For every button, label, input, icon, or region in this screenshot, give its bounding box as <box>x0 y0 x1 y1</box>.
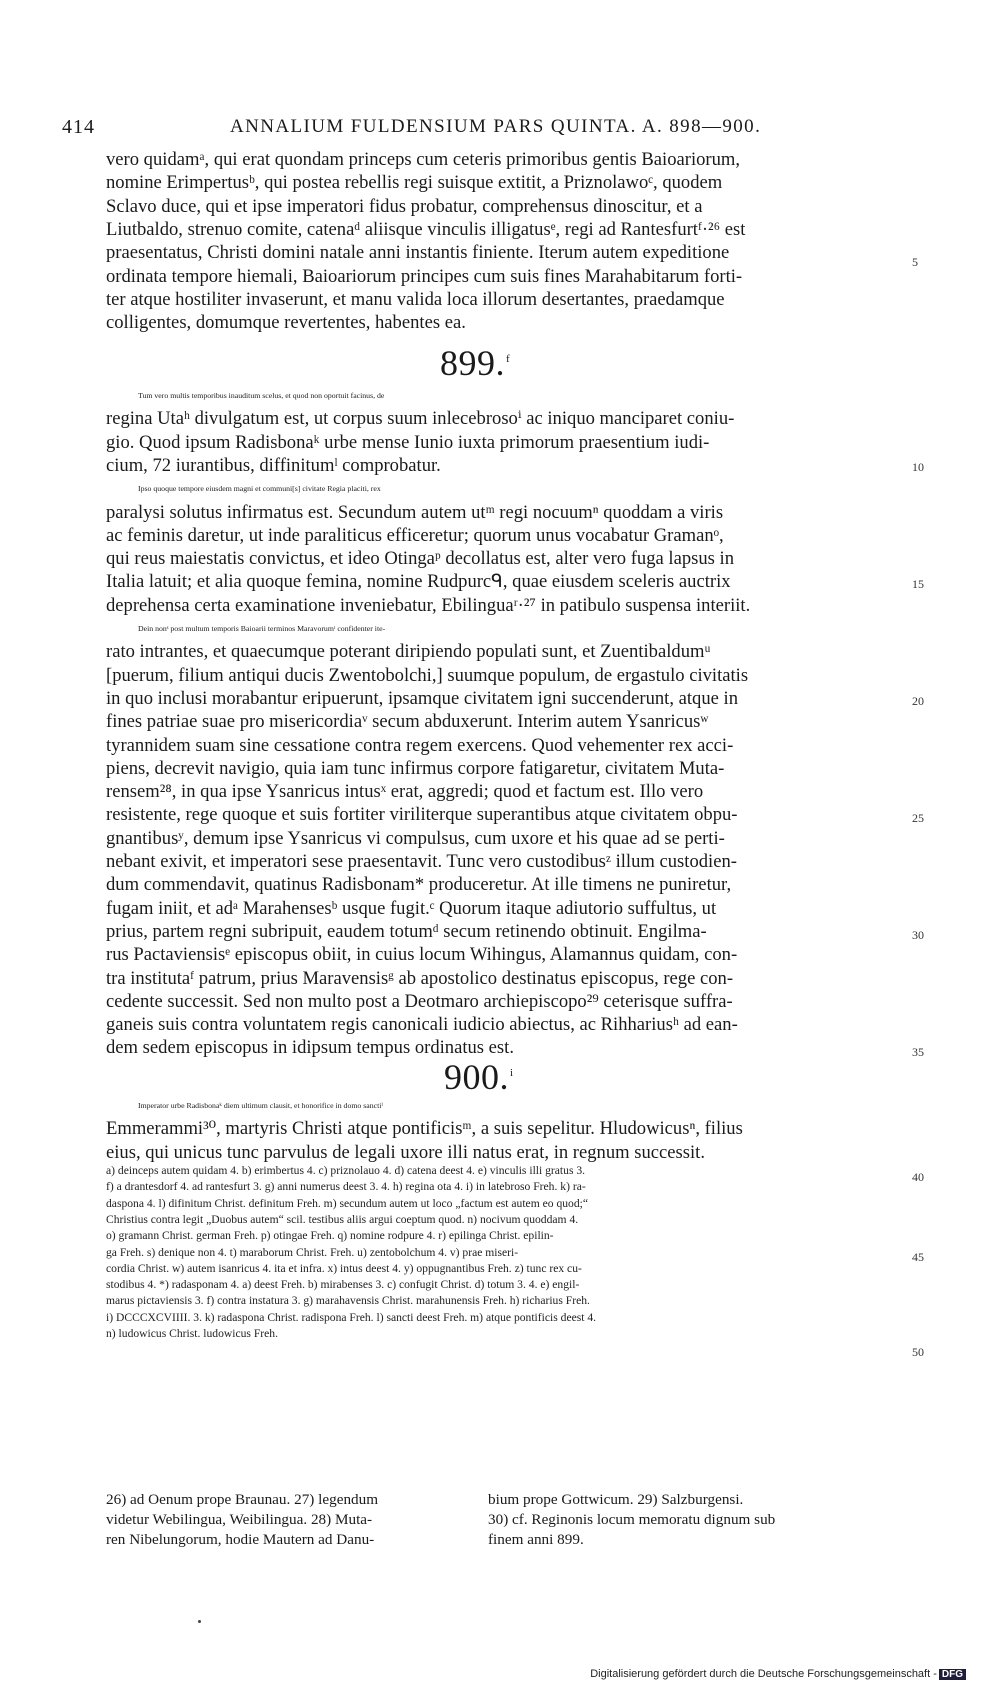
footnote-line: n) ludowicus Christ. ludowicus Freh. <box>106 1327 278 1340</box>
year-heading-900: 900.$^i$ <box>444 1057 514 1097</box>
text-line: nebant exivit, et imperatori sese praesentavit. Tunc vero custodibusᶻ illum custodien- <box>106 851 737 872</box>
text-line: cedente successit. Sed non multo post a Deotmaro archiepiscopo²⁹ ceterisque suffra- <box>106 990 733 1012</box>
line-number: 50 <box>912 1345 924 1359</box>
text-line: prius, partem regni subripuit, eaudem totumᵈ secum retinendo obtinuit. Engilma- <box>106 920 707 942</box>
footnote-line: daspona 4. l) difinitum Christ. definitum Freh. m) secundum autem ut loco „factum est autem eo quod;“ <box>106 1196 589 1210</box>
endnote-line: ren Nibelungorum, hodie Mautern ad Danu- <box>106 1531 375 1548</box>
text-line: in quo inclusi morabantur eripuerunt, ipsamque civitatem igni succenderunt, atque in <box>106 687 739 709</box>
endnote-line: 30) cf. Reginonis locum memoratu dignum sub <box>488 1511 776 1528</box>
text-line: piens, decrevit navigio, quia iam tunc infirmus corpore fatigaretur, civitatem Muta- <box>106 757 725 779</box>
text-line: Sclavo duce, qui et ipse imperatori fidus probatur, comprehensus dinoscitur, et a <box>106 195 703 217</box>
text-line: nomine Erimpertusᵇ, qui postea rebellis regi suisque extitit, a Priznolawoᶜ, quodem <box>106 172 723 194</box>
line-number: 15 <box>912 577 924 591</box>
year-heading-899: 899.$^f$ <box>440 343 511 383</box>
text-line: cium, 72 iurantibus, diffinitumˡ comprobatur. <box>106 454 441 476</box>
text-line: Ipso quoque tempore eiusdem magni et communi[s] civitate Regia placiti, rex <box>138 484 381 494</box>
line-number: 40 <box>912 1170 924 1184</box>
text-line: praesentatus, Christi domini natale anni instantis finiente. Iterum autem expeditione <box>106 242 730 264</box>
endnotes-right-column <box>488 1490 868 1550</box>
text-line: Imperator urbe Radisbonaᵏ diem ultimum clausit, et honorifice in domo sanctiˡ <box>138 1101 383 1110</box>
footnote-line: f) a drantesdorf 4. ad rantesfurt 3. g) anni numerus deest 3. 4. h) regina ota 4. i) in latebroso Freh. k) ra- <box>106 1180 586 1194</box>
text-line: rus Pactaviensisᵉ episcopus obiit, in cuius locum Wihingus, Alamannus quidam, con- <box>106 944 738 966</box>
footnote-line: o) gramann Christ. german Freh. p) otingae Freh. q) nomine rodpure 4. r) epilinga Christ. epilin- <box>106 1229 554 1243</box>
line-number: 45 <box>912 1250 924 1264</box>
endnote-line: 26) ad Oenum prope Braunau. 27) legendum <box>106 1491 379 1508</box>
footnote-line: a) deinceps autem quidam 4. b) erimbertus 4. c) priznolauo 4. d) catena deest 4. e) vinculis illi gratus 3. <box>106 1164 586 1177</box>
footnote-line: stodibus 4. *) radasponam 4. a) deest Freh. b) mirabenses 3. c) confugit Christ. d) totum 3. 4. e) engil- <box>106 1278 580 1292</box>
text-line: deprehensa certa examinatione inveniebatur, Ebilinguaʳ·²⁷ in patibulo suspensa interiit. <box>106 594 751 616</box>
line-number: 20 <box>912 694 924 708</box>
endnote-line: videtur Webilingua, Weibilingua. 28) Muta- <box>106 1511 373 1528</box>
line-number: 5 <box>912 255 918 269</box>
text-line: ganeis suis contra voluntatem regis canonicali iudicio abiectus, ac Rihhariusʰ ad ean- <box>106 1014 738 1036</box>
text-line: tyrannidem suam sine cessatione contra regem exercens. Quod vehementer rex acci- <box>106 734 734 756</box>
digitization-credit: Digitalisierung gefördert durch die Deutsche Forschungsgemeinschaft - DFG <box>590 1668 966 1680</box>
text-line: fugam iniit, et adᵃ Marahensesᵇ usque fugit.ᶜ Quorum itaque adiutorio suffultus, ut <box>106 897 717 919</box>
endnotes-left-column <box>106 1490 486 1550</box>
dfg-logo-badge: DFG <box>939 1669 966 1680</box>
text-line: Dein nonˢ post multum temporis Baioarii terminos Maravorumᵗ confidenter ite- <box>138 624 386 633</box>
text-line: gio. Quod ipsum Radisbonaᵏ urbe mense Iunio iuxta primorum praesentium iudi- <box>106 431 710 453</box>
footnote-line: marus pictaviensis 3. f) contra instatura 3. g) marahavensis Christ. marahunensis Freh. h) richarius Freh. <box>106 1294 590 1308</box>
text-line: resistente, rege quoque et suis fortiter viriliterque superantibus atque civitatem obpu- <box>106 804 738 826</box>
footnote-line: i) DCCCXCVIIII. 3. k) radaspona Christ. radispona Freh. l) sancti deest Freh. m) atque pontificis deest 4. <box>106 1310 597 1324</box>
text-line: vero quidamᵃ, qui erat quondam princeps cum ceteris primoribus gentis Baioariorum, <box>106 149 741 170</box>
running-header <box>62 116 822 146</box>
text-line: dum commendavit, quatinus Radisbonam* produceretur. At ille timens ne puniretur, <box>106 874 732 896</box>
footnote-line: ga Freh. s) denique non 4. t) maraborum Christ. Freh. u) zentobolchum 4. v) prae miseri- <box>106 1245 519 1259</box>
text-line: rato intrantes, et quaecumque poterant diripiendo populati sunt, et Zuentibaldumᵘ <box>106 641 711 663</box>
endnote-line: finem anni 899. <box>488 1531 584 1548</box>
text-line: qui reus maiestatis convictus, et ideo Otingaᵖ decollatus est, alter vero fuga lapsus in <box>106 548 734 570</box>
line-number: 35 <box>912 1045 924 1059</box>
text-line: tra institutaᶠ patrum, prius Maravensisᵍ ab apostolico destinatus episcopus, rege con- <box>106 967 734 989</box>
text-line: paralysi solutus infirmatus est. Secundum autem utᵐ regi nocuumⁿ quoddam a viris <box>106 501 724 523</box>
text-line: ordinata tempore hiemali, Baioariorum principes cum suis fines Marahabitarum forti- <box>106 265 743 287</box>
text-line: rensem²⁸, in qua ipse Ysanricus intusˣ erat, aggredi; quod et factum est. Illo vero <box>106 781 704 803</box>
running-title: ANNALIUM FULDENSIUM PARS QUINTA. A. 898—900. <box>230 116 762 137</box>
text-line: [puerum, filium antiqui ducis Zwentobolchi,] suumque populum, de ergastulo civitatis <box>106 664 749 686</box>
text-line: eius, qui unicus tunc parvulus de legali uxore illi natus erat, in regnum successit. <box>106 1141 705 1163</box>
text-line: Tum vero multis temporibus inauditum scelus, et quod non oportuit facinus, de <box>138 391 385 400</box>
print-speck <box>198 1620 201 1623</box>
footnote-line: Christius contra legit „Duobus autem“ scil. testibus aliis argui coeptum quod. n) nocivum quoddam 4. <box>106 1212 579 1226</box>
text-line: ter atque hostiliter invaserunt, et manu valida loca illorum desertantes, praedamque <box>106 288 725 310</box>
text-line: ac feminis daretur, ut inde paraliticus efficeretur; quorum unus vocabatur Gramanᵒ, <box>106 524 724 546</box>
text-line: Emmerammi³⁰, martyris Christi atque pontificisᵐ, a suis sepelitur. Hludowicusⁿ, filius <box>106 1118 743 1140</box>
line-number: 30 <box>912 928 924 942</box>
text-line: gnantibusʸ, demum ipse Ysanricus vi compulsus, cum uxore et his quae ad se perti- <box>106 827 725 849</box>
text-line: regina Utaʰ divulgatum est, ut corpus suum inlecebrosoⁱ ac iniquo manciparet coniu- <box>106 408 735 430</box>
text-line: Italia latuit; et alia quoque femina, nomine Rudpurcᑫ, quae eiusdem sceleris auctrix <box>106 571 731 593</box>
endnote-line: bium prope Gottwicum. 29) Salzburgensi. <box>488 1491 744 1508</box>
line-number: 10 <box>912 460 924 474</box>
page-number: 414 <box>62 116 95 138</box>
footnote-line: cordia Christ. w) autem isanricus 4. ita et infra. x) intus deest 4. y) oppugnantibus Freh. z) tunc rex cu- <box>106 1261 582 1275</box>
line-number: 25 <box>912 811 924 825</box>
text-line: dem sedem episcopus in idipsum tempus ordinatus est. <box>106 1037 514 1059</box>
text-line: fines patriae suae pro misericordiaᵛ secum abduxerunt. Interim autem Ysanricusʷ <box>106 711 709 733</box>
text-line: Liutbaldo, strenuo comite, catenaᵈ aliisque vinculis illigatusᵉ, regi ad Rantesfurtᶠ·²⁶ est <box>106 218 746 240</box>
text-line: colligentes, domumque revertentes, habentes ea. <box>106 312 466 334</box>
